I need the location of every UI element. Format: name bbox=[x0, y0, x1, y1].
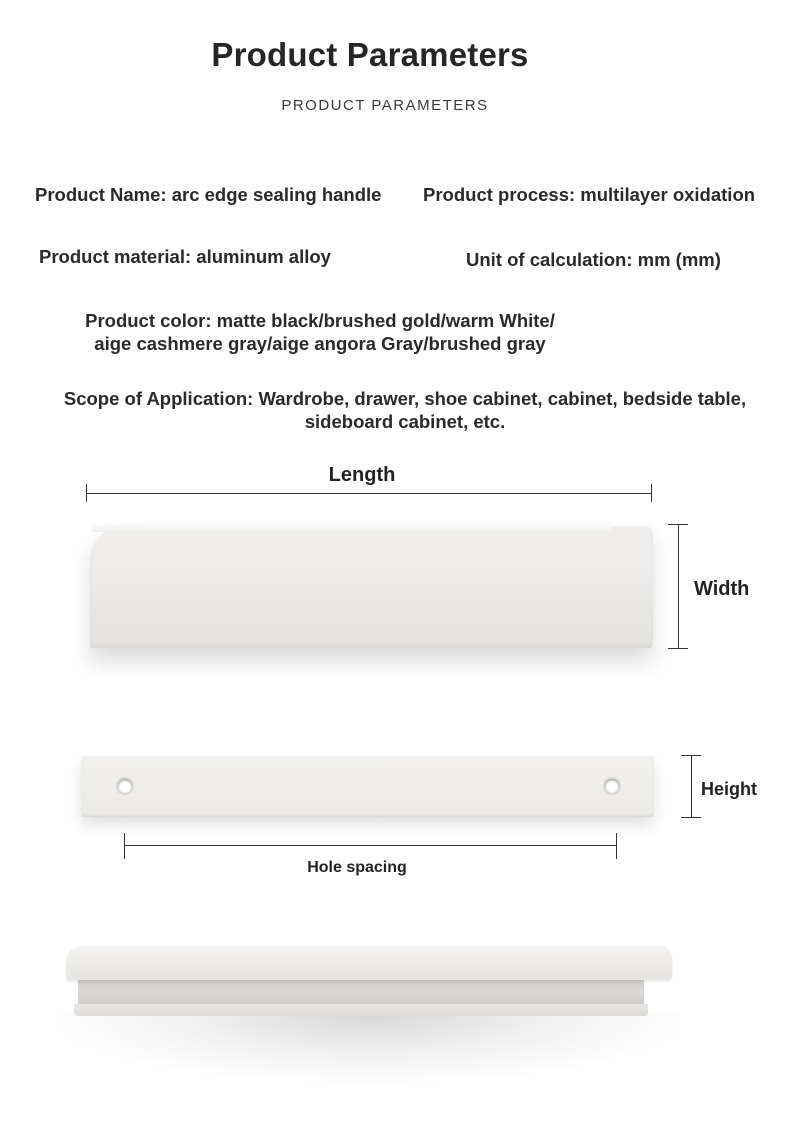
param-scope bbox=[15, 387, 790, 433]
param-product-color bbox=[40, 309, 600, 355]
param-product-name: Product Name: arc edge sealing handle bbox=[35, 184, 382, 205]
dimension-hole-spacing-label: Hole spacing bbox=[307, 859, 407, 876]
handle-top-view-image bbox=[90, 524, 653, 648]
page-subtitle: PRODUCT PARAMETERS bbox=[281, 97, 489, 114]
hole-spacing-dimension-line bbox=[124, 845, 617, 846]
dimension-length-label: Length bbox=[328, 464, 396, 486]
handle-perspective-view-image bbox=[66, 946, 672, 980]
param-color-line-2: aige cashmere gray/aige angora Gray/brushed gray bbox=[94, 333, 546, 354]
handle-bottom-lip bbox=[74, 1004, 648, 1016]
dimension-height-label: Height bbox=[701, 779, 757, 799]
param-product-process: Product process: multilayer oxidation bbox=[423, 184, 756, 205]
handle-back-plate-image bbox=[81, 755, 654, 817]
mounting-hole-left bbox=[118, 779, 132, 793]
dimension-width-label: Width bbox=[694, 578, 750, 600]
height-dimension-line bbox=[691, 755, 692, 817]
hole-spacing-tick-right bbox=[616, 833, 617, 859]
mounting-hole-right bbox=[605, 779, 619, 793]
param-scope-line-2: sideboard cabinet, etc. bbox=[304, 411, 506, 432]
height-tick-bottom bbox=[681, 817, 701, 818]
width-tick-bottom bbox=[668, 648, 688, 649]
param-unit: Unit of calculation: mm (mm) bbox=[466, 249, 721, 270]
param-scope-line-1: Scope of Application: Wardrobe, drawer, shoe cabinet, cabinet, bedside table, bbox=[63, 388, 747, 409]
width-dimension-line bbox=[678, 524, 679, 648]
handle-bottom-groove bbox=[78, 978, 644, 1006]
handle-bottom-shadow bbox=[60, 1012, 680, 1082]
length-dimension-line bbox=[86, 493, 652, 494]
page-title: Product Parameters bbox=[211, 36, 529, 73]
param-product-material: Product material: aluminum alloy bbox=[39, 246, 331, 267]
handle-top-edge-highlight bbox=[92, 524, 612, 532]
param-color-line-1: Product color: matte black/brushed gold/warm White/ bbox=[85, 310, 555, 331]
hole-spacing-tick-left bbox=[124, 833, 125, 859]
